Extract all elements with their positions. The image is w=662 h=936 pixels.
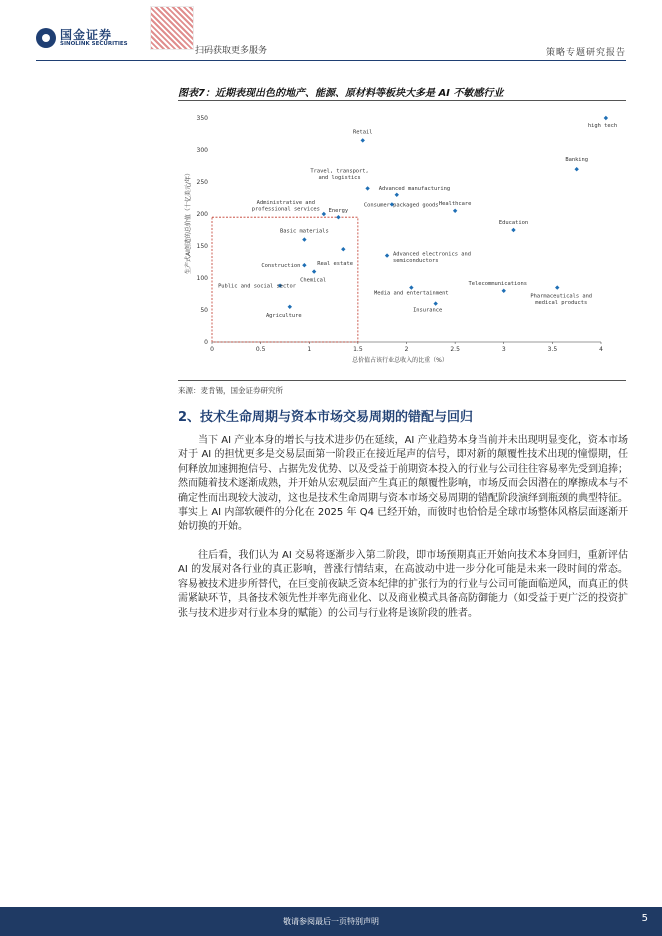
figure-title: 图表7：近期表现出色的地产、能源、原材料等板块大多是 AI 不敏感行业 [178, 88, 504, 99]
page-number: 5 [641, 913, 648, 924]
data-point-marker [395, 193, 399, 197]
x-tick-label: 1.5 [353, 346, 363, 353]
data-point-marker [511, 228, 515, 232]
logo-en: SINOLINK SECURITIES [60, 41, 128, 47]
qr-caption: 扫码获取更多服务 [195, 46, 268, 56]
data-point-marker [604, 116, 608, 120]
data-point-label: Retail [352, 129, 373, 136]
logo-cn: 国金证券 [60, 28, 113, 42]
y-tick-label: 100 [196, 275, 208, 282]
data-point-marker [453, 209, 457, 213]
footer-disclaimer: 敬请参阅最后一页特别声明 [283, 917, 379, 926]
data-point-label: Consumer packaged goods [363, 202, 439, 209]
logo-mark-icon [36, 28, 56, 48]
x-tick-label: 2 [404, 346, 409, 353]
x-tick-label: 3.5 [547, 346, 558, 353]
data-point-marker [361, 138, 365, 142]
x-tick-label: 0.5 [255, 346, 266, 353]
data-point-label: Basic materials [280, 228, 329, 235]
data-point-label: Telecommunications [468, 280, 527, 287]
x-tick-label: 2.5 [450, 346, 460, 353]
data-point-marker [365, 186, 369, 190]
y-tick-label: 150 [196, 243, 208, 250]
data-point-marker [302, 263, 306, 267]
body-paragraph-2: 往后看，我们认为 AI 交易将逐渐步入第二阶段，即市场预期真正开始向技术本身回归，重新评估 AI 的发展对各行业的真正影响，普涨行情结束，在高波动中进一步分化可能是未来一段时间的常态。容易被技术进步所替代，在巨变前夜缺乏资本纪律的扩张行为的行业与公司可能面临逆风，而真正的供需紧缺环节，具备技术领先性并率先商业化、以及商业模式具备高防御能力（如受益于更广泛的投资扩张与技术进步对行业本身的赋能）的公司与行业将是该阶段的胜者。 [178, 550, 628, 619]
y-tick-label: 300 [196, 147, 208, 154]
qr-code-icon [150, 6, 194, 50]
data-point-label: Healthcare [438, 200, 472, 207]
data-point-marker [341, 247, 345, 251]
y-tick-label: 50 [200, 307, 208, 314]
page-header [0, 0, 662, 62]
data-point-marker [555, 285, 559, 289]
data-point-label: Advanced manufacturing [378, 185, 451, 192]
data-point-label: Insurance [413, 307, 443, 314]
data-point-label: Administrative and professional services [251, 200, 320, 213]
data-point-label: Media and entertainment [374, 290, 449, 297]
scatter-chart [176, 104, 626, 376]
header-divider [36, 60, 626, 61]
data-point-label: Real estate [317, 261, 353, 268]
highlight-box [212, 217, 358, 342]
data-point-marker [574, 167, 578, 171]
document-type: 策略专题研究报告 [545, 48, 626, 58]
data-point-label: Agriculture [265, 312, 302, 319]
data-point-label: high tech [587, 123, 618, 129]
section-title: 2、技术生命周期与资本市场交易周期的错配与回归 [178, 410, 474, 425]
y-axis-ticks [197, 115, 209, 346]
y-tick-label: 200 [196, 211, 208, 218]
page-footer [0, 907, 662, 936]
data-point-marker [312, 269, 316, 273]
data-point-marker [502, 289, 506, 293]
data-point-marker [302, 237, 306, 241]
x-axis-ticks [210, 342, 603, 353]
data-point-label: Education [498, 220, 529, 226]
data-point-label: Banking [565, 157, 589, 164]
data-point-marker [409, 285, 413, 289]
data-point-label: Advanced electronics and semiconductors [393, 251, 471, 265]
y-tick-label: 250 [196, 179, 208, 186]
data-point-label: Energy [328, 208, 349, 215]
x-axis-label: 总价值占该行业总收入的比重（%） [352, 357, 448, 364]
y-axis-label: 生产式AI创造的总价值（十亿美元/年） [185, 170, 192, 274]
company-logo [36, 26, 146, 50]
data-point-marker [322, 212, 326, 216]
figure-bottom-rule [178, 380, 626, 381]
y-tick-label: 0 [204, 339, 208, 346]
data-point-marker [433, 301, 437, 305]
figure-top-rule [178, 100, 626, 101]
data-point-label: Pharmaceuticals and medical products [530, 293, 593, 307]
data-point-marker [288, 305, 292, 309]
x-tick-label: 4 [599, 346, 603, 353]
data-point-label: Travel, transport, and logistics [310, 168, 369, 181]
y-tick-label: 350 [196, 115, 208, 122]
x-tick-label: 1 [307, 346, 312, 353]
data-point-marker [385, 253, 389, 257]
data-point-label: Chemical [300, 277, 327, 284]
data-point-marker [336, 215, 340, 219]
data-point-label: Construction [261, 263, 301, 270]
data-points [218, 116, 617, 319]
data-point-label: Public and social sector [218, 283, 296, 290]
x-tick-label: 0 [210, 346, 214, 353]
figure-source: 来源：麦肯锡，国金证券研究所 [178, 386, 283, 395]
x-tick-label: 3 [501, 346, 506, 353]
body-paragraph-1: 当下 AI 产业本身的增长与技术进步仍在延续，AI 产业趋势本身当前并未出现明显变化，资本市场对于 AI 的担忧更多是交易层面第一阶段正在接近尾声的信号，即对新的颠覆性技术出现的憧憬期，任何释放加速拥抱信号、占据先发优势、以及受益于前期资本投入的行业与公司往往容易率先受到追捧；然而随着技术逐渐成熟，并开始从宏观层面产生真正的颠覆性影响，市场反而会因潜在的摩擦成本与不确定性而出现较大波动，这也是技术生命周期与资本市场交易周期的错配阶段演绎到瓶颈的典型特征。事实上 AI 内部软硬件的分化在 2025 年 Q4 已经开始，而彼时也恰恰是全球市场整体风格层面逐渐开始切换的开始。 [178, 435, 628, 533]
